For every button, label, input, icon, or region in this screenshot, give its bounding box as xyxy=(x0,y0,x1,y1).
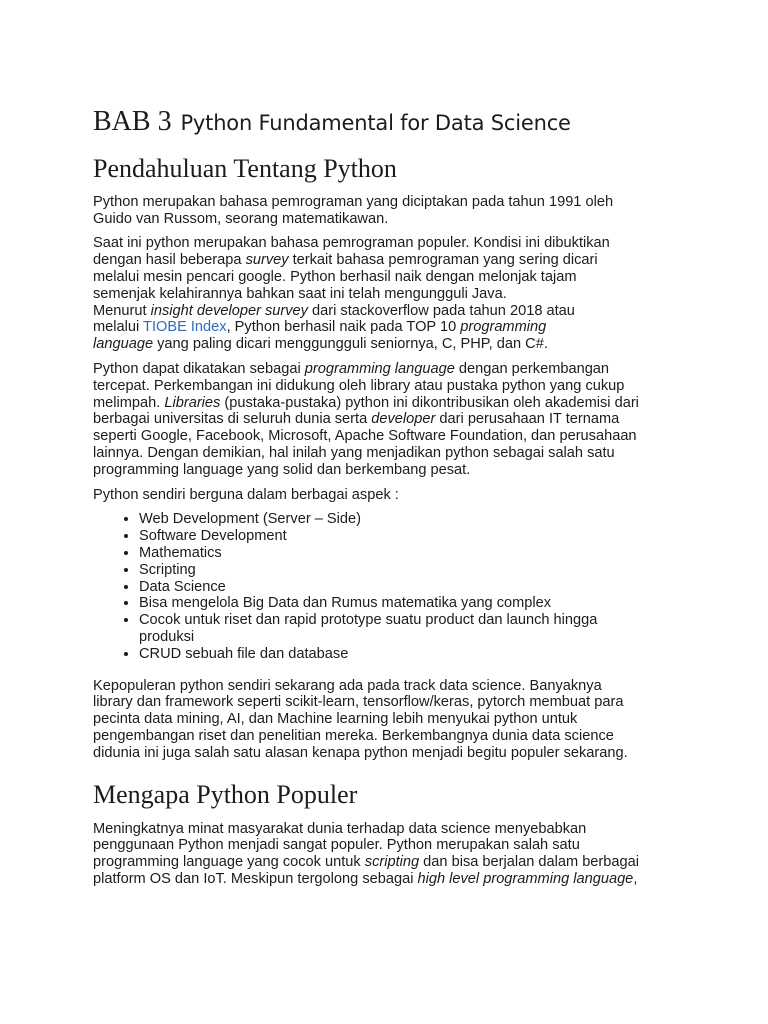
text-line: language yang paling dicari menggungguli seniornya, C, PHP, dan C#. xyxy=(93,336,548,353)
list-item: • Mathematics xyxy=(139,545,693,562)
tiobe-index-link[interactable]: TIOBE Index xyxy=(143,319,227,336)
term-insight-developer-survey: insight developer survey xyxy=(150,302,308,319)
text-line: lainnya. Dengan demikian, hal inilah yang menjadikan python sebagai salah satu xyxy=(93,444,615,461)
text-line: programming language yang cocok untuk scripting dan bisa berjalan dalam berbagai xyxy=(93,854,639,871)
aspect-list xyxy=(93,511,693,662)
section-heading-pendahuluan: Pendahuluan Tentang Python xyxy=(93,153,397,183)
term-libraries: Libraries xyxy=(164,394,221,411)
text-line: penggunaan Python menjadi sangat populer. Python merupakan salah satu xyxy=(93,837,580,854)
text-line: pecinta data mining, AI, dan Machine learning lebih menyukai python untuk xyxy=(93,711,578,728)
text-line: programming language yang solid dan berkembang pesat. xyxy=(93,461,471,478)
text-line: berbagai universitas di seluruh dunia serta developer dari perusahaan IT ternama xyxy=(93,411,620,428)
text-line: Kepopuleran python sendiri sekarang ada pada track data science. Banyaknya xyxy=(93,677,602,694)
text-line: Menurut insight developer survey dari stackoverflow pada tahun 2018 atau xyxy=(93,302,575,319)
term-developer: developer xyxy=(371,411,436,428)
term-language: language xyxy=(93,336,154,353)
term-high-level-programming-language: high level programming language xyxy=(417,871,634,888)
text-line: didunia ini juga salah satu alasan kenapa python menjadi begitu populer sekarang. xyxy=(93,744,628,761)
chapter-subtitle: Python Fundamental for Data Science xyxy=(180,111,571,135)
paragraph-popularity xyxy=(93,235,693,353)
paragraph-why-popular xyxy=(93,821,693,888)
term-programming: programming xyxy=(460,319,547,336)
text-line: pengembangan riset dan penelitian mereka. Berkembangnya dunia data science xyxy=(93,727,614,744)
text-line: Python dapat dikatakan sebagai programming language dengan perkembangan xyxy=(93,360,610,377)
list-item: • Software Development xyxy=(139,528,693,545)
chapter-title xyxy=(93,100,693,139)
text-line: melalui mesin pencari google. Python berhasil naik dengan melonjak tajam xyxy=(93,268,577,285)
text-line: Meningkatnya minat masyarakat dunia terhadap data science menyebabkan xyxy=(93,820,587,837)
section-heading-mengapa: Mengapa Python Populer xyxy=(93,780,358,810)
term-survey: survey xyxy=(245,252,289,269)
paragraph-data-science xyxy=(93,678,693,762)
text-line: platform OS dan IoT. Meskipun tergolong sebagai high level programming language, xyxy=(93,871,638,888)
text-line: Saat ini python merupakan bahasa pemrograman populer. Kondisi ini dibuktikan xyxy=(93,235,610,252)
text-line: semenjak kelahirannya bahkan saat ini telah mengungguli Java. xyxy=(93,285,507,302)
list-item: • Bisa mengelola Big Data dan Rumus matematika yang complex xyxy=(139,595,693,612)
list-item: • CRUD sebuah file dan database xyxy=(139,646,693,663)
list-item: • Scripting xyxy=(139,562,693,579)
term-programming-language: programming language xyxy=(304,360,455,377)
paragraph-growth xyxy=(93,361,693,479)
paragraph-intro xyxy=(93,194,693,228)
text-line: melimpah. Libraries (pustaka-pustaka) python ini dikontribusikan oleh akademisi dari xyxy=(93,394,639,411)
list-item: • Cocok untuk riset dan rapid prototype suatu product dan launch hingga produksi xyxy=(139,612,693,646)
text-line: Guido van Russom, seorang matematikawan. xyxy=(93,210,389,227)
text-line: Python merupakan bahasa pemrograman yang diciptakan pada tahun 1991 oleh xyxy=(93,193,614,210)
chapter-label: BAB 3 xyxy=(93,106,172,137)
document-page xyxy=(93,100,693,896)
list-item: • Data Science xyxy=(139,579,693,596)
paragraph-aspects-intro: Python sendiri berguna dalam berbagai aspek : xyxy=(93,486,399,503)
term-scripting: scripting xyxy=(364,854,420,871)
text-line: dengan hasil beberapa survey terkait bahasa pemrograman yang sering dicari xyxy=(93,252,598,269)
text-line: melalui TIOBE Index, Python berhasil naik pada TOP 10 programming xyxy=(93,319,547,336)
list-item: • Web Development (Server – Side) xyxy=(139,511,693,528)
text-line: seperti Google, Facebook, Microsoft, Apache Software Foundation, dan perusahaan xyxy=(93,428,637,445)
text-line: tercepat. Perkembangan ini didukung oleh library atau pustaka python yang cukup xyxy=(93,377,625,394)
text-line: library dan framework seperti scikit-learn, tensorflow/keras, pytorch membuat para xyxy=(93,694,624,711)
